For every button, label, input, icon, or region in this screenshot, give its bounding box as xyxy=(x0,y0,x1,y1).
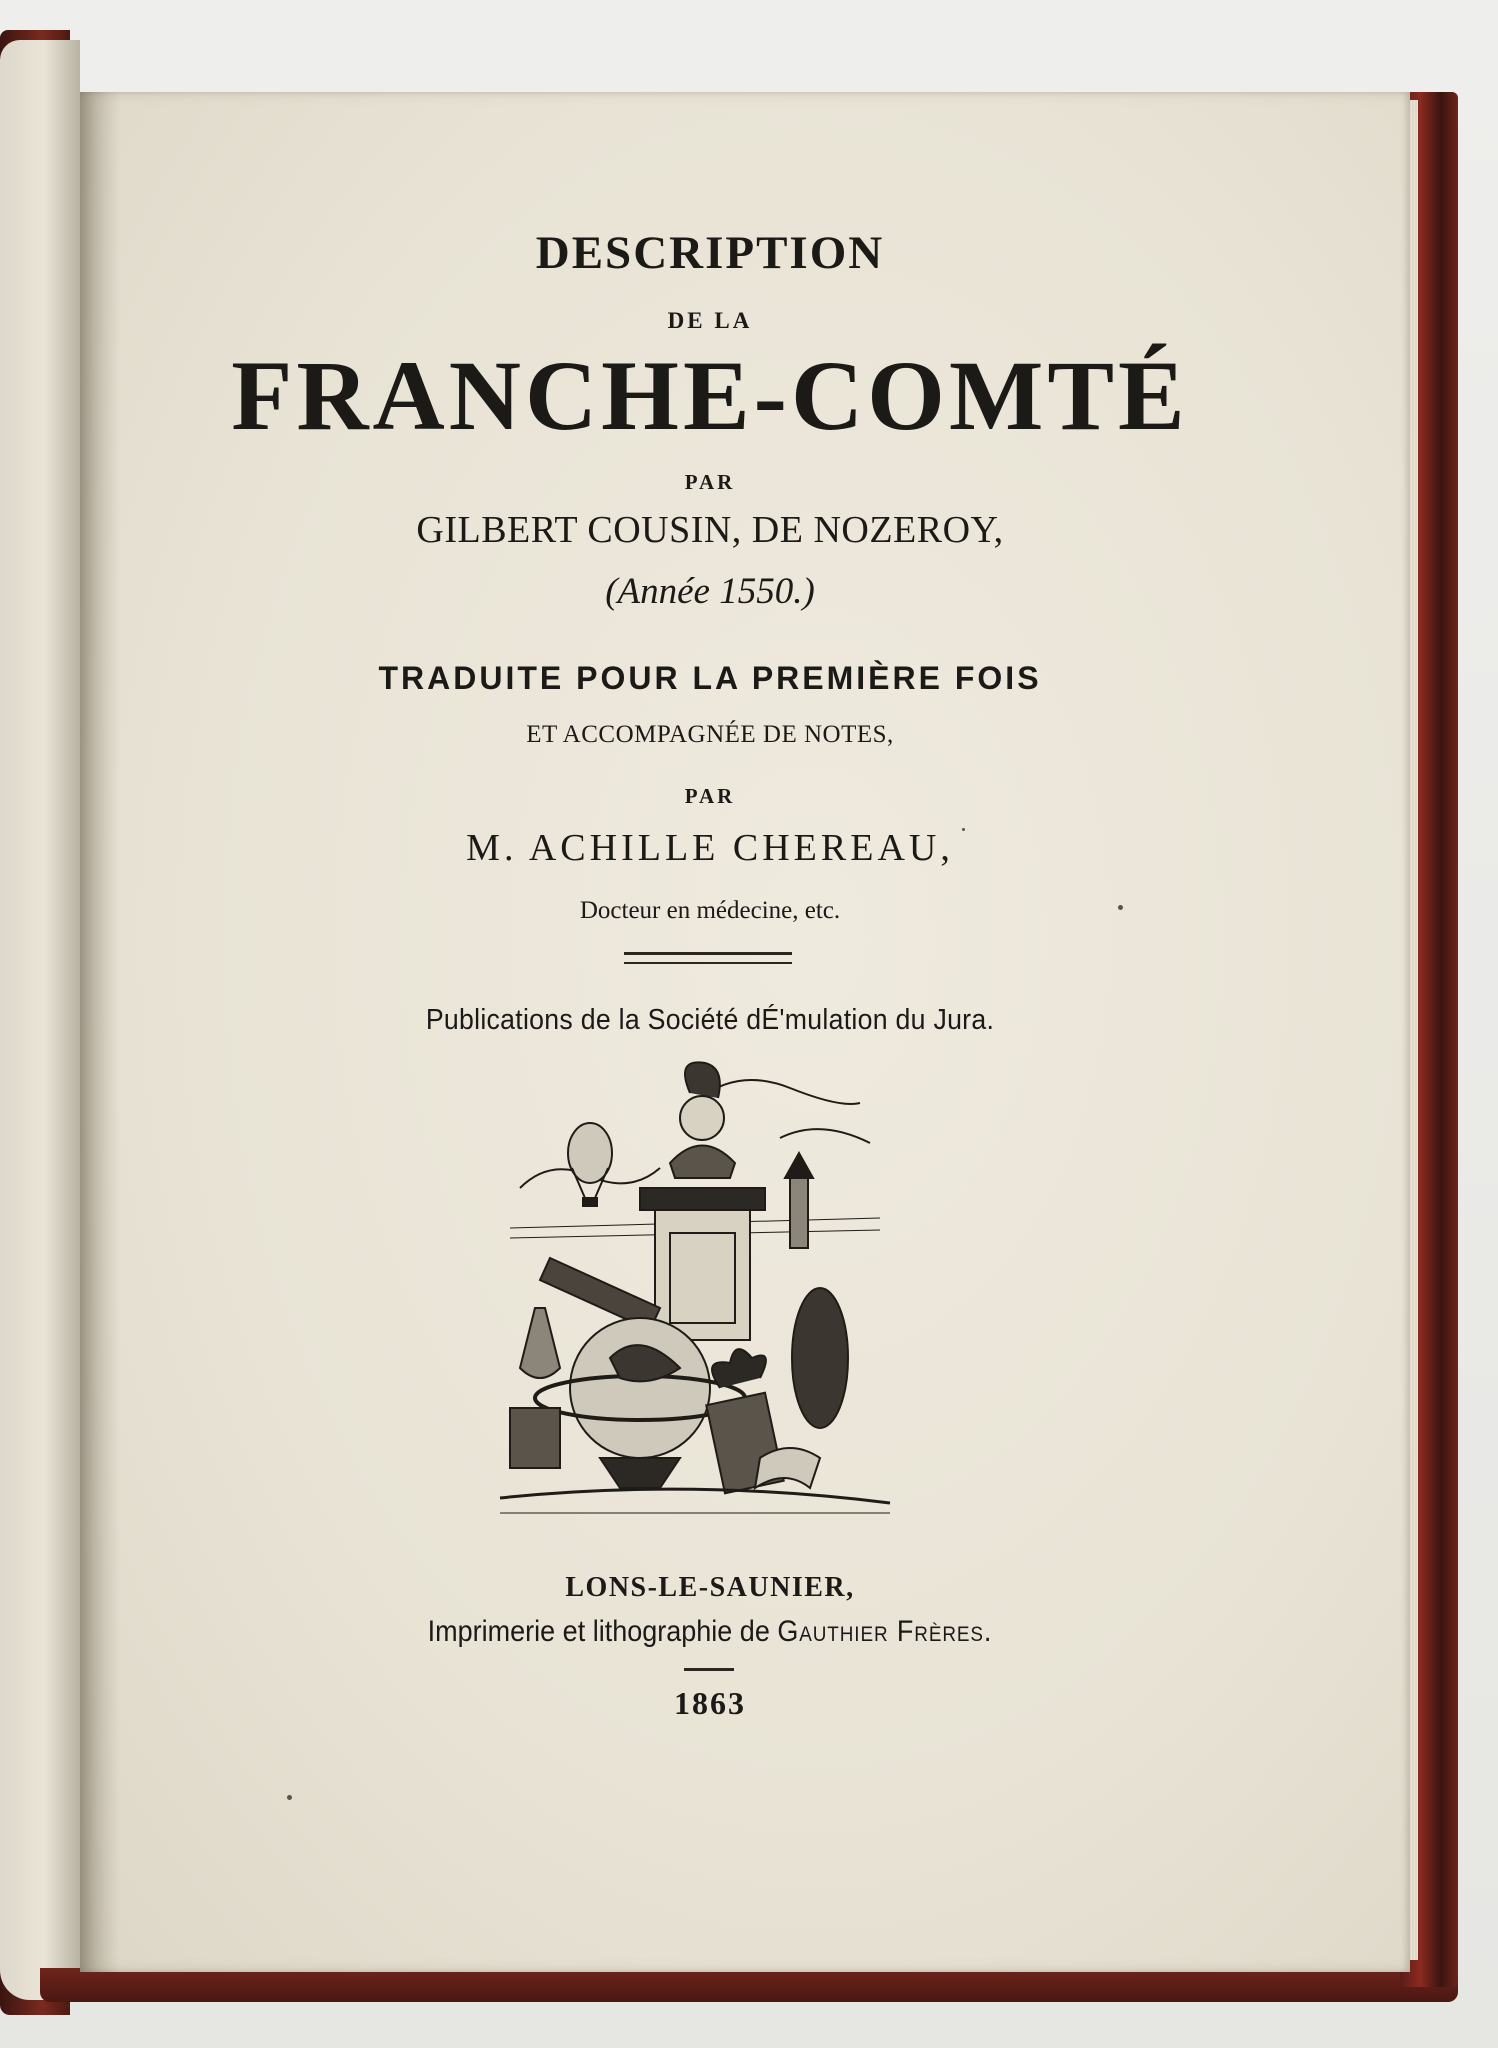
printer-name: Gauthier Frères. xyxy=(777,1615,993,1648)
translation-line: TRADUITE POUR LA PREMIÈRE FOIS xyxy=(378,660,1042,696)
printer-prefix: Imprimerie et lithographie de xyxy=(427,1615,778,1648)
printer-line xyxy=(143,1615,1277,1649)
engraving-vignette-icon xyxy=(490,1058,900,1528)
heading-description: DESCRIPTION xyxy=(535,227,885,279)
translator-title: Docteur en médecine, etc. xyxy=(579,897,841,924)
translator-name: M. ACHILLE CHEREAU, xyxy=(466,827,954,869)
publication-series: Publications de la Société dÉ'mulation du Jura. xyxy=(425,1004,995,1036)
author-name: GILBERT COUSIN, DE NOZEROY, xyxy=(416,509,1004,551)
paper-speck xyxy=(287,1795,292,1800)
short-rule xyxy=(684,1668,734,1671)
paper-speck xyxy=(1118,905,1123,910)
heading-de-la: DE LA xyxy=(667,308,753,333)
notes-line: ET ACCOMPAGNÉE DE NOTES, xyxy=(526,721,894,748)
double-rule-bottom xyxy=(624,962,792,964)
publication-year: 1863 xyxy=(674,1685,746,1721)
double-rule-top xyxy=(624,952,792,955)
paper-speck xyxy=(962,828,965,831)
par-label-translator: PAR xyxy=(684,784,736,808)
par-label-author: PAR xyxy=(684,470,736,494)
place-of-publication: LONS-LE-SAUNIER, xyxy=(565,1572,855,1603)
year-note: (Année 1550.) xyxy=(605,571,815,612)
main-title: FRANCHE-COMTÉ xyxy=(231,340,1189,451)
left-page-edge xyxy=(0,40,80,2000)
book-cover-bottom xyxy=(40,1968,1458,2002)
